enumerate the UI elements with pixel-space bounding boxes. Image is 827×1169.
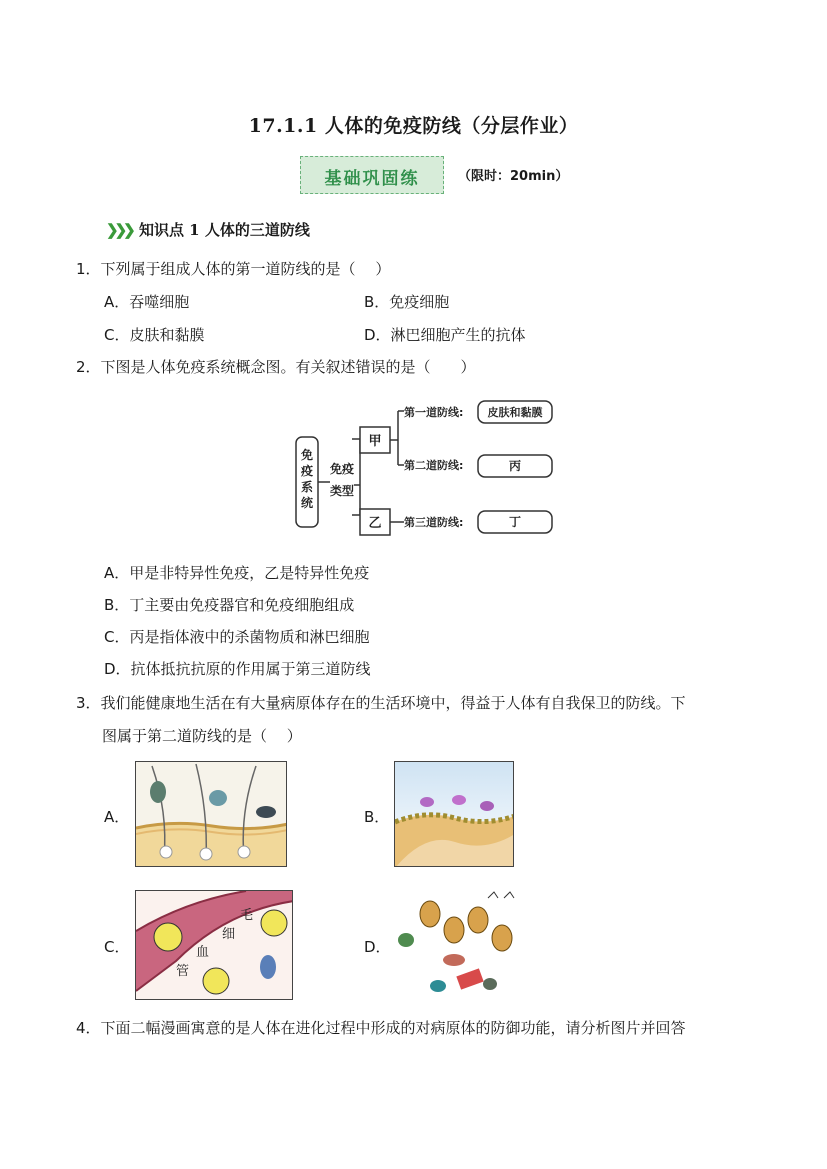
q3-label-d: D． xyxy=(364,938,391,956)
q2-option-d: D．抗体抵抗抗原的作用属于第三道防线 xyxy=(104,660,371,678)
q3-image-d-defense xyxy=(394,890,530,1000)
svg-text:第三道防线:: 第三道防线: xyxy=(404,516,464,529)
svg-text:统: 统 xyxy=(300,496,314,510)
svg-text:甲: 甲 xyxy=(368,434,382,449)
question-2-stem: 2．下图是人体免疫系统概念图。有关叙述错误的是（ ） xyxy=(76,358,476,376)
svg-text:免: 免 xyxy=(300,448,314,462)
question-3-stem-line1: 3．我们能健康地生活在有大量病原体存在的生活环境中，得益于人体有自我保卫的防线。下 xyxy=(76,694,686,712)
q1-option-d: D．淋巴细胞产生的抗体 xyxy=(364,326,526,344)
knowledge-point-heading xyxy=(106,219,310,240)
section-banner xyxy=(300,156,444,194)
q2-option-a: A．甲是非特异性免疫，乙是特异性免疫 xyxy=(104,564,370,582)
svg-text:管: 管 xyxy=(176,964,190,979)
question-1-stem: 1．下列属于组成人体的第一道防线的是（ ） xyxy=(76,260,391,278)
svg-text:血: 血 xyxy=(196,945,210,960)
q3-label-c: C． xyxy=(104,938,130,956)
q2-option-b: B．丁主要由免疫器官和免疫细胞组成 xyxy=(104,596,355,614)
immune-concept-diagram xyxy=(290,397,560,537)
svg-text:免疫: 免疫 xyxy=(329,462,355,476)
knowledge-point-label: 知识点 1 人体的三道防线 xyxy=(138,221,310,239)
q3-label-a: A． xyxy=(104,808,130,826)
svg-text:系: 系 xyxy=(300,480,314,494)
svg-text:第一道防线:: 第一道防线: xyxy=(404,406,464,419)
time-limit: （限时：20min） xyxy=(458,169,569,184)
q3-image-b-mucosa xyxy=(394,761,514,867)
svg-text:第二道防线:: 第二道防线: xyxy=(404,459,464,472)
banner-label: 基础巩固练 xyxy=(324,169,420,189)
svg-text:类型: 类型 xyxy=(329,484,355,498)
svg-text:细: 细 xyxy=(222,927,236,942)
svg-text:丁: 丁 xyxy=(508,515,522,529)
q1-option-a: A．吞噬细胞 xyxy=(104,293,190,311)
svg-text:乙: 乙 xyxy=(368,516,382,531)
double-arrow-icon: ❯❯❯ xyxy=(106,221,132,239)
q3-image-a-skin xyxy=(135,761,287,867)
svg-text:皮肤和黏膜: 皮肤和黏膜 xyxy=(487,406,543,419)
svg-text:疫: 疫 xyxy=(300,464,314,478)
svg-text:毛: 毛 xyxy=(240,908,254,923)
q1-option-b: B．免疫细胞 xyxy=(364,293,450,311)
q3-image-c-capillary xyxy=(135,890,293,1000)
q2-option-c: C．丙是指体液中的杀菌物质和淋巴细胞 xyxy=(104,628,370,646)
page-title: 17.1.1 人体的免疫防线（分层作业） xyxy=(248,115,579,137)
q1-option-c: C．皮肤和黏膜 xyxy=(104,326,205,344)
svg-text:丙: 丙 xyxy=(508,459,522,473)
q3-label-b: B． xyxy=(364,808,390,826)
question-4-stem: 4．下面二幅漫画寓意的是人体在进化过程中形成的对病原体的防御功能，请分析图片并回答 xyxy=(76,1019,686,1037)
question-3-stem-line2: 图属于第二道防线的是（ ） xyxy=(102,727,302,745)
